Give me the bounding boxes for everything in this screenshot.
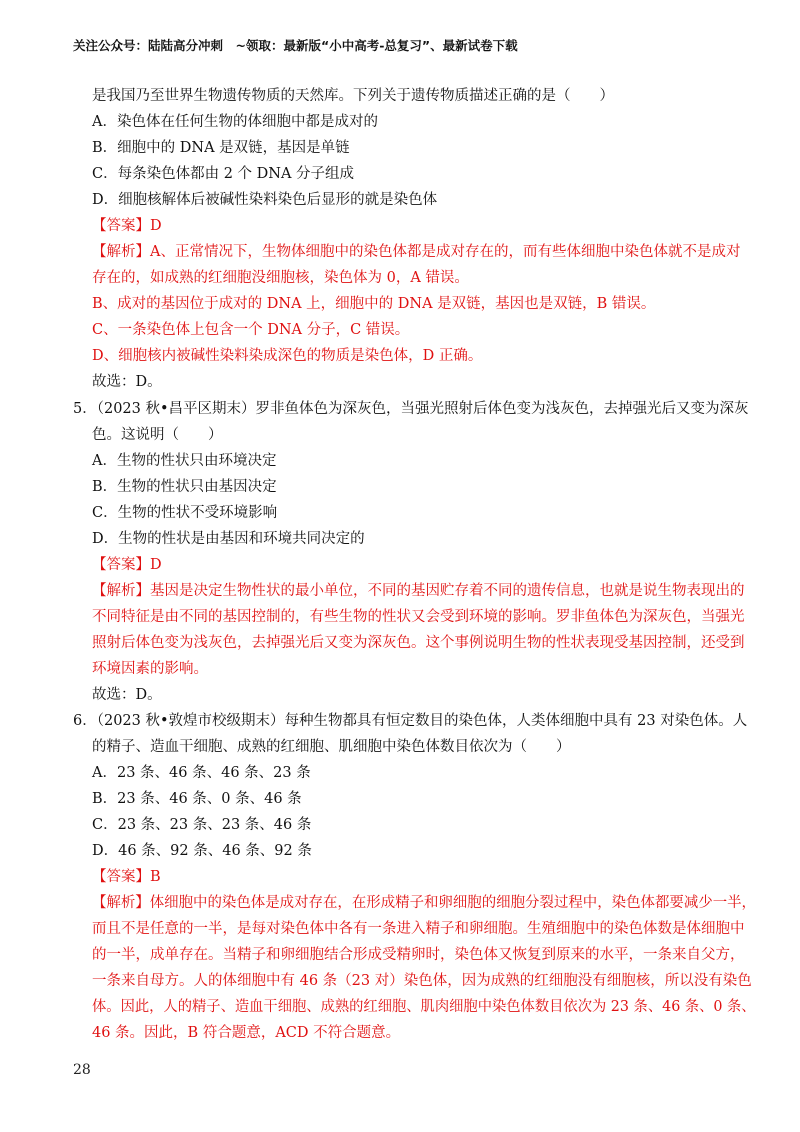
answer-analysis-line: 存在的，如成熟的红细胞没细胞核，染色体为 0，A 错误。 <box>92 270 469 286</box>
answer-analysis-line: 照射后体色变为浅灰色，去掉强光后又变为深灰色。这个事例说明生物的性状表现受基因控制，还受到 <box>92 635 745 651</box>
answer-analysis-line: 【答案】B <box>92 869 161 885</box>
question-text-line: 色。这说明（ ） <box>92 427 223 443</box>
question-text-line: 5．（2023 秋•昌平区期末）罗非鱼体色为深灰色，当强光照射后体色变为浅灰色，去掉强光后又变为深灰 <box>73 401 749 417</box>
question-text-line: C．生物的性状不受环境影响 <box>92 505 278 521</box>
answer-analysis-line: B、成对的基因位于成对的 DNA 上，细胞中的 DNA 是双链，基因也是双链，B 错误。 <box>92 296 656 312</box>
page-header-banner: 关注公众号：陆陆高分冲刺 ~领取：最新版“小中高考-总复习”、最新试卷下载 <box>73 38 518 53</box>
question-text-line: A．23 条、46 条、46 条、23 条 <box>92 765 311 781</box>
question-text-line: C．每条染色体都由 2 个 DNA 分子组成 <box>92 166 355 182</box>
answer-analysis-line: 【解析】基因是决定生物性状的最小单位，不同的基因贮存着不同的遗传信息，也就是说生物表现出的 <box>92 583 745 599</box>
answer-analysis-line: 【答案】D <box>92 218 162 234</box>
answer-analysis-line: 环境因素的影响。 <box>92 661 208 677</box>
answer-analysis-line: C、一条染色体上包含一个 DNA 分子，C 错误。 <box>92 322 410 338</box>
answer-analysis-line: D、细胞核内被碱性染料染成深色的物质是染色体，D 正确。 <box>92 348 483 364</box>
question-text-line: A．染色体在任何生物的体细胞中都是成对的 <box>92 114 378 130</box>
question-text-line: D．细胞核解体后被碱性染料染色后显形的就是染色体 <box>92 192 438 208</box>
question-text-line: 的精子、造血干细胞、成熟的红细胞、肌细胞中染色体数目依次为（ ） <box>92 739 571 755</box>
answer-analysis-line: 而且不是任意的一半，是每对染色体中各有一条进入精子和卵细胞。生殖细胞中的染色体数是体细胞中 <box>92 921 745 937</box>
answer-analysis-line: 【解析】A、正常情况下，生物体细胞中的染色体都是成对存在的，而有些体细胞中染色体就不是成对 <box>92 244 741 260</box>
answer-analysis-line: 46 条。因此，B 符合题意，ACD 不符合题意。 <box>92 1025 401 1041</box>
answer-analysis-line: 【答案】D <box>92 557 162 573</box>
answer-analysis-line: 的一半，成单存在。当精子和卵细胞结合形成受精卵时，染色体又恢复到原来的水平，一条来自父方， <box>92 947 745 963</box>
question-text-line: 6．（2023 秋•敦煌市校级期末）每种生物都具有恒定数目的染色体，人类体细胞中具有 23 对染色体。人 <box>73 713 748 729</box>
answer-analysis-line: 一条来自母方。人的体细胞中有 46 条（23 对）染色体，因为成熟的红细胞没有细胞核，所以没有染色 <box>92 973 752 989</box>
question-text-line: 故选：D。 <box>92 374 162 390</box>
question-text-line: 是我国乃至世界生物遗传物质的天然库。下列关于遗传物质描述正确的是（ ） <box>92 88 614 104</box>
question-text-line: C．23 条、23 条、23 条、46 条 <box>92 817 312 833</box>
question-text-line: D．46 条、92 条、46 条、92 条 <box>92 843 312 859</box>
answer-analysis-line: 【解析】体细胞中的染色体是成对存在，在形成精子和卵细胞的细胞分裂过程中，染色体都要减少一半， <box>92 895 756 911</box>
question-text-line: D．生物的性状是由基因和环境共同决定的 <box>92 531 365 547</box>
page-number: 28 <box>73 1062 91 1078</box>
question-text-line: B．23 条、46 条、0 条、46 条 <box>92 791 302 807</box>
answer-analysis-line: 不同特征是由不同的基因控制的，有些生物的性状又会受到环境的影响。罗非鱼体色为深灰色，当强光 <box>92 609 745 625</box>
question-text-line: A．生物的性状只由环境决定 <box>92 453 277 469</box>
question-text-line: B．细胞中的 DNA 是双链，基因是单链 <box>92 140 350 156</box>
question-text-line: 故选：D。 <box>92 687 162 703</box>
answer-analysis-line: 体。因此，人的精子、造血干细胞、成熟的红细胞、肌肉细胞中染色体数目依次为 23 条、46 条、0 条、 <box>92 999 756 1015</box>
question-text-line: B．生物的性状只由基因决定 <box>92 479 277 495</box>
